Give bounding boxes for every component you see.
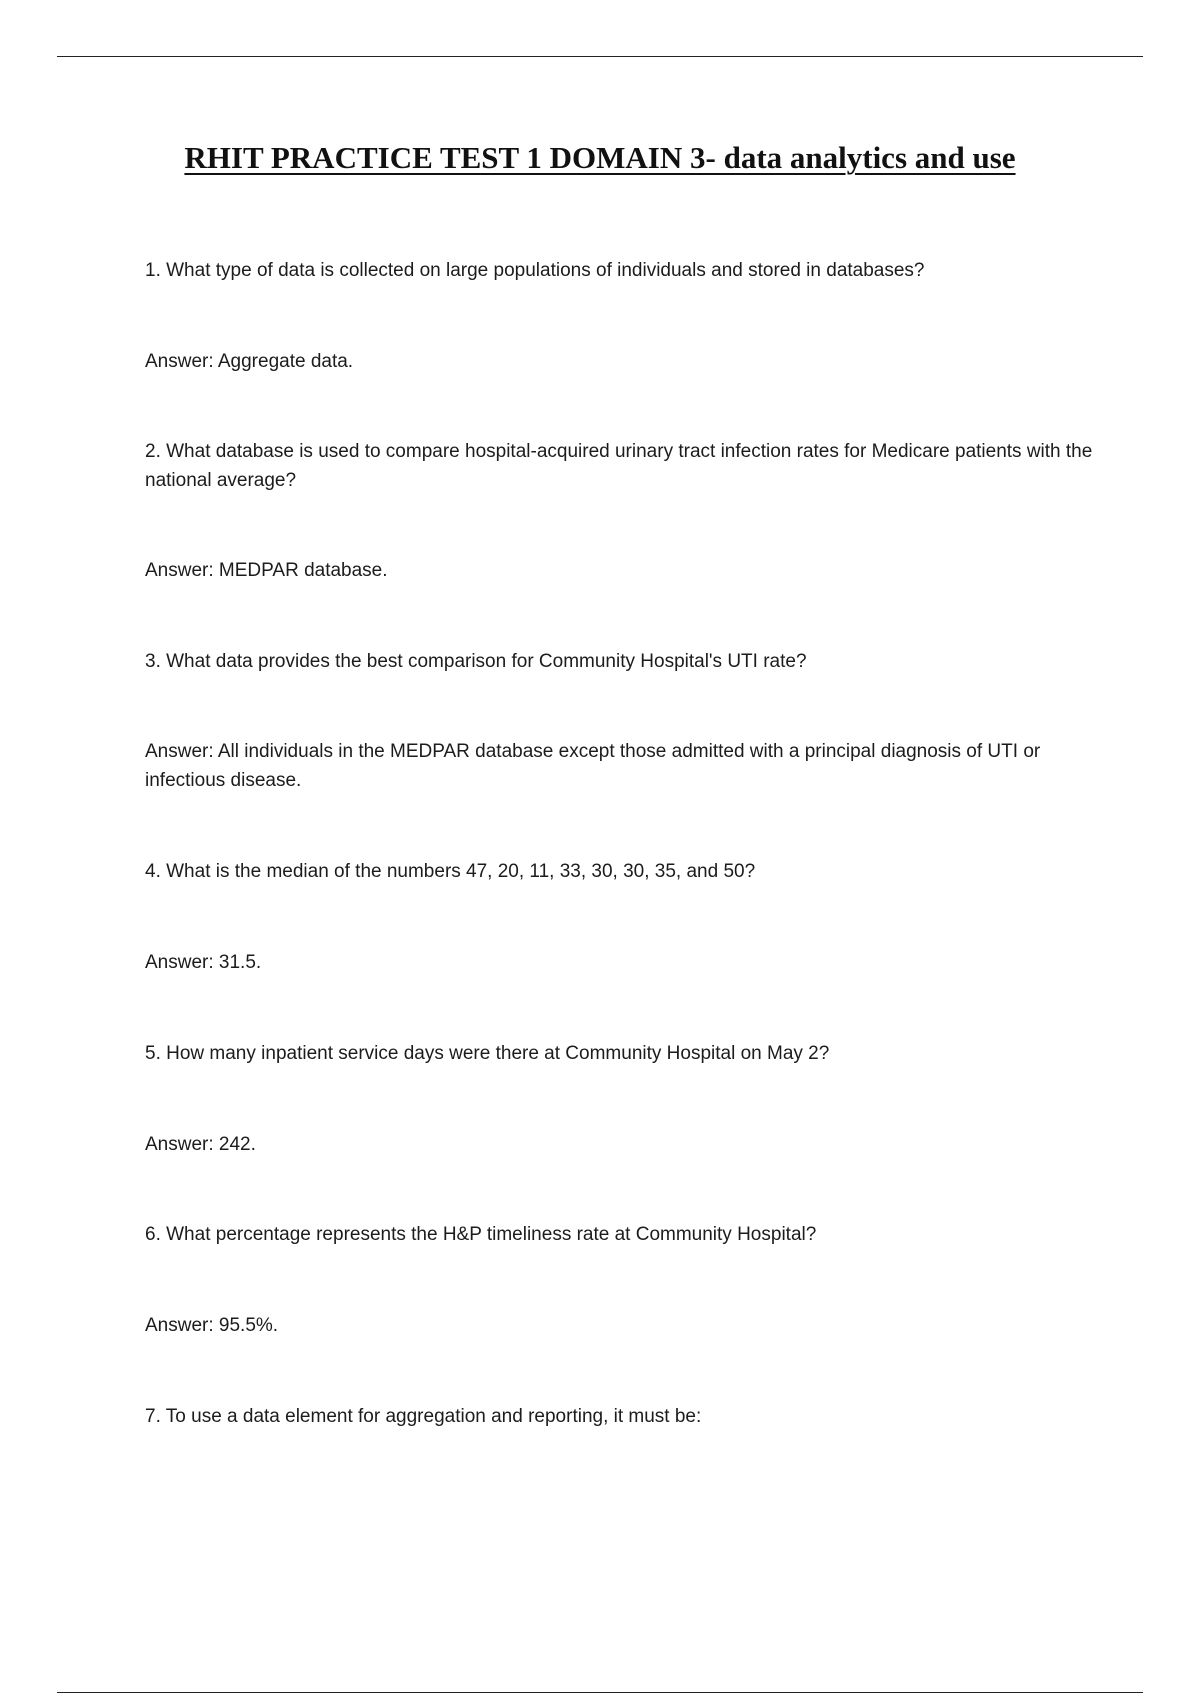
question-2: 2. What database is used to compare hospital-acquired urinary tract infection rates for Medicare patients with the national average? bbox=[145, 441, 1093, 491]
answer-3: Answer: All individuals in the MEDPAR database except those admitted with a principal diagnosis of UTI or infectious disease. bbox=[145, 741, 1041, 791]
top-rule bbox=[57, 56, 1143, 57]
answer-5: Answer: 242. bbox=[145, 1134, 256, 1155]
question-5: 5. How many inpatient service days were there at Community Hospital on May 2? bbox=[145, 1043, 830, 1064]
question-7: 7. To use a data element for aggregation and reporting, it must be: bbox=[145, 1406, 702, 1427]
bottom-rule bbox=[57, 1692, 1143, 1693]
answer-1: Answer: Aggregate data. bbox=[145, 351, 354, 372]
question-3: 3. What data provides the best comparison for Community Hospital's UTI rate? bbox=[145, 651, 807, 672]
question-1: 1. What type of data is collected on large populations of individuals and stored in databases? bbox=[145, 260, 925, 281]
question-6: 6. What percentage represents the H&P timeliness rate at Community Hospital? bbox=[145, 1224, 817, 1245]
answer-2: Answer: MEDPAR database. bbox=[145, 560, 388, 581]
page-title-text: RHIT PRACTICE TEST 1 DOMAIN 3- data analytics and use bbox=[184, 140, 1016, 175]
question-4: 4. What is the median of the numbers 47, 20, 11, 33, 30, 30, 35, and 50? bbox=[145, 861, 756, 882]
page-title bbox=[0, 140, 1200, 176]
answer-6: Answer: 95.5%. bbox=[145, 1315, 279, 1336]
answer-4: Answer: 31.5. bbox=[145, 952, 262, 973]
